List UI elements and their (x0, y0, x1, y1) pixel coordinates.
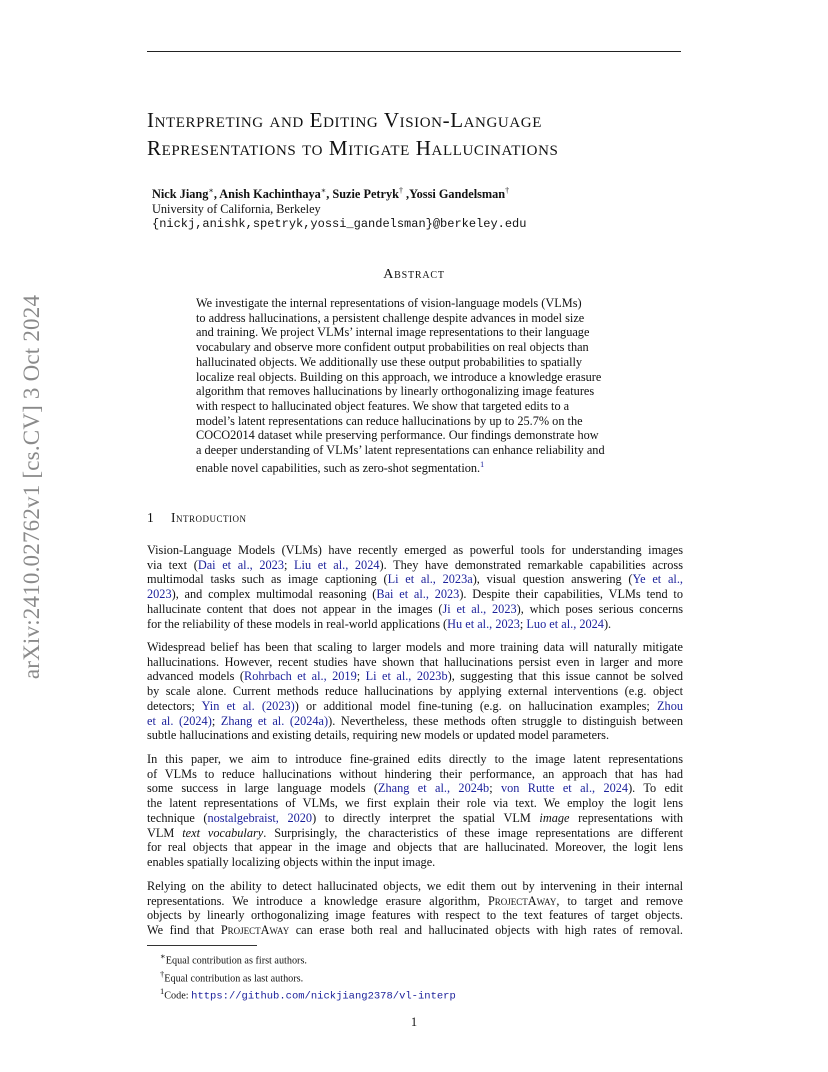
text: multimodal tasks such as image captioning ( (147, 572, 388, 587)
abstract-line (196, 458, 634, 476)
section-heading-introduction (147, 510, 247, 526)
abstract-heading: Abstract (383, 267, 445, 282)
citation-link[interactable]: Hu et al., 2023 (447, 616, 520, 631)
text: detectors; (147, 698, 202, 713)
citation-link[interactable]: Zhou (657, 698, 683, 713)
author-separator: , (402, 187, 410, 202)
arxiv-stamp-text: arXiv:2410.02762v1 [cs.CV] 3 Oct 2024 (19, 294, 44, 680)
footnote-mark: † (160, 968, 165, 979)
abstract-line: We investigate the internal representations of vision-language models (VLMs) (196, 296, 582, 310)
citation-link[interactable]: Luo et al., 2024 (526, 616, 604, 631)
abstract-line: to address hallucinations, a persistent challenge despite advances in model size (196, 310, 585, 325)
citation-link[interactable]: nostalgebraist, 2020 (207, 810, 313, 825)
arxiv-sidebar-stamp (12, 292, 52, 682)
text: representations with (569, 810, 683, 825)
author-mark: † (505, 186, 510, 195)
citation-link[interactable]: Zhang et al., 2024b (378, 781, 490, 796)
footnote-text: Equal contribution as first authors. (165, 955, 307, 967)
text-line: for real objects that appear in the image and objects that are hallucinated. Moreover, the logit lens (147, 840, 683, 855)
text-line (147, 602, 683, 617)
author-names (152, 183, 526, 202)
text: ), which poses serious concerns (516, 601, 683, 616)
footnote-text: Equal contribution as last authors. (164, 972, 304, 984)
text-line: of VLMs to reduce hallucinations without hindering their performance, an approach that has had (147, 766, 683, 781)
method-name: ProjectAway (220, 923, 290, 938)
text-line: In this paper, we aim to introduce fine-grained edits directly to the image latent representations (147, 752, 683, 766)
text: ; (519, 616, 527, 631)
abstract-line: localize real objects. Building on this approach, we introduce a knowledge erasure (196, 369, 602, 384)
text-line: Widespread belief has been that scaling to larger models and more training data will naturally mitigate (147, 640, 683, 654)
author-mark: ∗ (208, 186, 214, 195)
abstract-line: vocabulary and observe more confident output probabilities on real objects than (196, 340, 589, 355)
text-line (147, 587, 683, 602)
text-line (147, 669, 683, 684)
abstract-line: a deeper understanding of VLMs’ latent representations can enhance reliability and (196, 443, 605, 458)
section-number: 1 (147, 510, 155, 525)
text-line: Relying on the ability to detect hallucinated objects, we edit them out by intervening in their internal (147, 879, 683, 893)
text: ; (489, 781, 501, 796)
abstract-line-text: enable novel capabilities, such as zero-shot segmentation. (196, 460, 481, 475)
text: can erase both real and hallucinated objects with high rates of removal. (289, 923, 683, 938)
footnote (160, 968, 456, 986)
text-line (147, 558, 683, 573)
citation-link[interactable]: Dai et al., 2023 (197, 557, 284, 572)
author-name: Nick Jiang (152, 187, 209, 202)
text-line (147, 811, 683, 826)
citation-link[interactable]: 2023 (147, 587, 172, 602)
text-line: subtle hallucinations and existing details, requiring new models or updated model parameters. (147, 728, 610, 743)
footnote-link[interactable]: 1 (480, 459, 485, 469)
intro-paragraph-3 (147, 752, 683, 870)
citation-link[interactable]: et al. (2024) (147, 713, 212, 728)
author-mark: † (398, 186, 403, 195)
author-block (152, 183, 526, 232)
text: . Surprisingly, the characteristics of these image representations are different (263, 825, 683, 840)
citation-link[interactable]: von Rutte et al., 2024 (500, 781, 629, 796)
method-name: ProjectAway (487, 893, 557, 908)
text-line (147, 923, 683, 938)
author-mark: ∗ (320, 186, 327, 195)
text: We find that (147, 923, 221, 938)
title-line-2: Representations to Mitigate Hallucinations (147, 136, 559, 160)
citation-link[interactable]: Ji et al., 2023 (442, 601, 517, 616)
header-rule (147, 51, 681, 52)
abstract-line: COCO2014 dataset while preserving performance. Our findings demonstrate how (196, 428, 599, 443)
title-line-1: Interpreting and Editing Vision-Language (147, 108, 542, 132)
abstract-text (196, 296, 634, 476)
page-number: 1 (410, 1015, 418, 1029)
text-line (147, 894, 683, 909)
text: , to target and remove (556, 893, 683, 908)
author-name: Suzie Petryk (332, 187, 399, 202)
text: ) to directly interpret the spatial VLM (312, 810, 540, 825)
text: ), suggesting that this issue cannot be solved (447, 669, 683, 684)
section-title: Introduction (171, 510, 247, 525)
footnote (160, 985, 456, 1004)
text-line: objects by linearly orthogonalizing image features with respect to the text features of target objects. (147, 908, 683, 923)
text: VLM (147, 825, 183, 840)
italic-text: image (539, 810, 570, 825)
citation-link[interactable]: Li et al., 2023a (387, 572, 473, 587)
text: ; (356, 669, 366, 684)
text: ). To edit (628, 781, 683, 796)
text-line (147, 699, 683, 714)
code-url-link[interactable]: https://github.com/nickjiang2378/vl-interp (191, 990, 456, 1003)
italic-text: text vocabulary (182, 825, 264, 840)
text: hallucinate content that does not appear in the images ( (147, 601, 443, 616)
text: ; (283, 557, 295, 572)
author-separator: , (326, 187, 333, 202)
footnote (160, 950, 456, 968)
text-line (147, 781, 683, 796)
abstract-line: hallucinated objects. We additionally use these output probabilities to spatially (196, 354, 583, 369)
author-name: Anish Kachinthaya (219, 187, 321, 202)
footnote-mark: ∗ (160, 951, 166, 961)
text: ), visual question answering ( (472, 572, 633, 587)
citation-link[interactable]: Yin et al. (2023) (201, 698, 295, 713)
text: via text ( (147, 557, 198, 572)
footnote-mark: 1 (160, 986, 165, 997)
citation-link[interactable]: Li et al., 2023b (365, 669, 448, 684)
footnotes (160, 950, 456, 1004)
text-line: enables spatially localizing objects within the input image. (147, 854, 436, 869)
text-line: Vision-Language Models (VLMs) have recently emerged as powerful tools for understanding images (147, 543, 683, 557)
text: advanced models ( (147, 669, 244, 684)
text: ; (211, 713, 221, 728)
text: for the reliability of these models in real-world applications ( (147, 616, 448, 631)
text-line (147, 572, 683, 587)
author-name: Yossi Gandelsman (409, 187, 506, 202)
abstract-line: algorithm that removes hallucinations by linearly orthogonalizing image features (196, 384, 595, 399)
text: representations. We introduce a knowledge erasure algorithm, (147, 893, 488, 908)
text: technique ( (147, 810, 208, 825)
citation-link[interactable]: Zhang et al. (2024a) (220, 713, 329, 728)
text-line (147, 714, 683, 729)
author-emails: {nickj,anishk,spetryk,yossi_gandelsman}@berkeley.edu (152, 217, 527, 232)
author-separator: , (213, 187, 220, 202)
citation-link[interactable]: Liu et al., 2024 (294, 557, 380, 572)
abstract-line: with respect to hallucinated object features. We show that targeted edits to a (196, 398, 570, 413)
text: ). Nevertheless, these methods often struggle to distinguish between (328, 713, 683, 728)
intro-paragraph-4 (147, 879, 683, 938)
footnote-rule (147, 945, 257, 946)
text-line: hallucinations. However, recent studies have shown that hallucinations persist even in larger and more (147, 654, 683, 669)
intro-paragraph-2 (147, 640, 683, 743)
text-line (147, 617, 683, 632)
text-line: by scale alone. Current methods reduce hallucinations by applying external interventions (e.g. object (147, 684, 683, 699)
abstract-line: model’s latent representations can reduce hallucinations by up to 25.7% on the (196, 413, 583, 428)
abstract-line: and training. We project VLMs’ internal image representations to their language (196, 325, 590, 340)
affiliation: University of California, Berkeley (152, 202, 321, 217)
footnote-text: Code: (164, 990, 192, 1002)
intro-paragraph-1 (147, 543, 683, 631)
text: ). They have demonstrated remarkable capabilities across (379, 557, 683, 572)
text-line (147, 826, 683, 841)
text: ). (603, 616, 612, 631)
paper-title (147, 106, 707, 162)
text-line: the latent representations of VLMs, we first explain their role via text. We employ the logit lens (147, 796, 683, 811)
citation-link[interactable]: Bai et al., 2023 (376, 587, 460, 602)
text: ) or additional model fine-tuning (e.g. on hallucination examples; (294, 698, 658, 713)
citation-link[interactable]: Ye et al., (632, 572, 683, 587)
citation-link[interactable]: Rohrbach et al., 2019 (244, 669, 357, 684)
text: ), and complex multimodal reasoning ( (171, 587, 377, 602)
text: some success in large language models ( (147, 781, 378, 796)
text: ). Despite their capabilities, VLMs tend to (459, 587, 683, 602)
